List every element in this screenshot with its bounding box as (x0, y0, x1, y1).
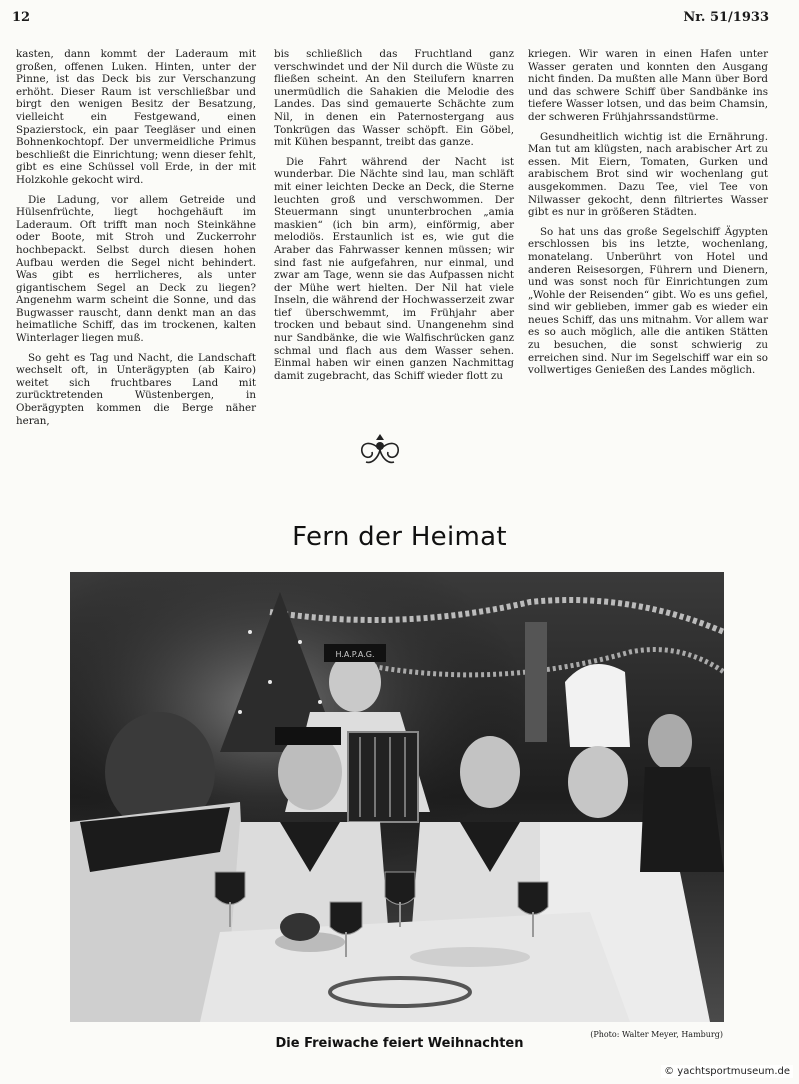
paragraph: kriegen. Wir waren in einen Hafen unter Wasser geraten und konnten den Ausgang nicht finden. Da mußten alle Mann über Bord und das schwere Schiff über Sandbänke ins tiefere Wasser lotsen, und das beim Chamsin, der schweren Frühjahrssandstürme. (528, 48, 768, 123)
floral-ornament-icon (350, 432, 410, 468)
page-header (12, 10, 769, 30)
photo-caption: Die Freiwache feiert Weihnachten (275, 1036, 524, 1051)
page-number: 12 (12, 10, 31, 25)
paragraph: Gesundheitlich wichtig ist die Ernährung. Man tut am klügsten, nach arabischer Art zu essen. Mit Eiern, Tomaten, Gurken und arabischem Brot sind wir wochenlang gut ausgekommen. Dazu Tee, viel Tee von Nilwasser gekocht, denn filtriertes Wasser gibt es nur in größeren Städten. (528, 130, 768, 219)
paragraph: So geht es Tag und Nacht, die Landschaft wechselt oft, in Unterägypten (ab Kairo) weitet sich fruchtbares Land mit zurücktretenden Wüstenbergen, in Oberägypten kommen die Berge näher heran, (16, 351, 256, 427)
cap-band-label: H.A.P.A.G. (335, 650, 375, 659)
paragraph: Die Fahrt während der Nacht ist wunderbar. Die Nächte sind lau, man schläft mit einer leichten Decke an Deck, die Sterne leuchten groß und verschwommen. Der Steuermann singt ununterbrochen „amia maskien“ (ich bin arm), einförmig, aber melodiös. Erstaunlich ist es, wie gut die Araber das Fahrwasser kennen müssen; wir sind fast nie aufgefahren, nur einmal, und zwar am Tage, wenn sie das Aufpassen nicht der Mühe wert hielten. Der Nil hat viele Inseln, die während der Hochwasserzeit zwar tief überschwemmt, im Frühjahr aber trocken und bebaut sind. Unangenehm sind nur Sandbänke, die wie Walfischrücken ganz schmal und flach aus dem Wasser sehen. Einmal haben wir einen ganzen Nachmittag damit zugebracht, das Schiff wieder flott zu (274, 155, 514, 382)
paragraph: So hat uns das große Segelschiff Ägypten erschlossen bis ins letzte, wochenlang, monatelang. Unberührt von Hotel und anderen Reisesorgen, Führern und Dienern, und was sonst noch für Einrichtungen zum „Wohle der Reisenden“ gibt. Wo es uns gefiel, sind wir geblieben, immer gab es wieder ein neues Schiff, das uns mitnahm. Vor allem war es so auch möglich, alle die antiken Stätten zu besuchen, die sonst schwierig zu erreichen sind. Nur im Segelschiff war ein so vollwertiges Genießen des Landes möglich. (528, 225, 768, 377)
photo-credit: (Photo: Walter Meyer, Hamburg) (590, 1030, 723, 1039)
column-1 (16, 48, 256, 434)
christmas-crew-photo (70, 572, 724, 1022)
article-title: Fern der Heimat (292, 522, 507, 552)
column-2 (274, 48, 514, 389)
column-3 (528, 48, 768, 384)
issue-number: Nr. 51/1933 (683, 10, 769, 25)
paragraph: Die Ladung, vor allem Getreide und Hülsenfrüchte, liegt hochgehäuft im Laderaum. Oft trifft man noch Steinkähne oder Boote, mit Stroh und Zuckerrohr hochbepackt. Selbst durch diesen hohen Aufbau werden die Segel nicht behindert. Was gibt es herrlicheres, als unter gigantischem Segel an Deck zu liegen? Angenehm warm scheint die Sonne, und das Bugwasser rauscht, dann denkt man an das heimatliche Schiff, das im trockenen, kalten Winterlager liegen muß. (16, 193, 256, 345)
paragraph: bis schließlich das Fruchtland ganz verschwindet und der Nil durch die Wüste zu fließen scheint. An den Steilufern knarren unermüdlich die Sahakien die Melodie des Landes. Das sind gemauerte Schächte zum Nil, in denen ein Paternostergang aus Tonkrügen das Wasser schöpft. Ein Göbel, mit Kühen bespannt, treibt das ganze. (274, 48, 514, 149)
article-columns (16, 48, 782, 427)
watermark: © yachtsportmuseum.de (661, 1065, 793, 1078)
paragraph: kasten, dann kommt der Laderaum mit großen, offenen Luken. Hinten, unter der Pinne, ist das Deck bis zur Verschanzung erhöht. Dieser Raum ist verschließbar und birgt den wenigen Besitz der Besatzung, vielleicht ein Festgewand, einen Spazierstock, ein paar Teegläser und einen Bohnenkochtopf. Der unvermeidliche Primus beschließt die Einrichtung; wenn dieser fehlt, gibt es eine Schüssel voll Erde, in der mit Holzkohle gekocht wird. (16, 48, 256, 186)
